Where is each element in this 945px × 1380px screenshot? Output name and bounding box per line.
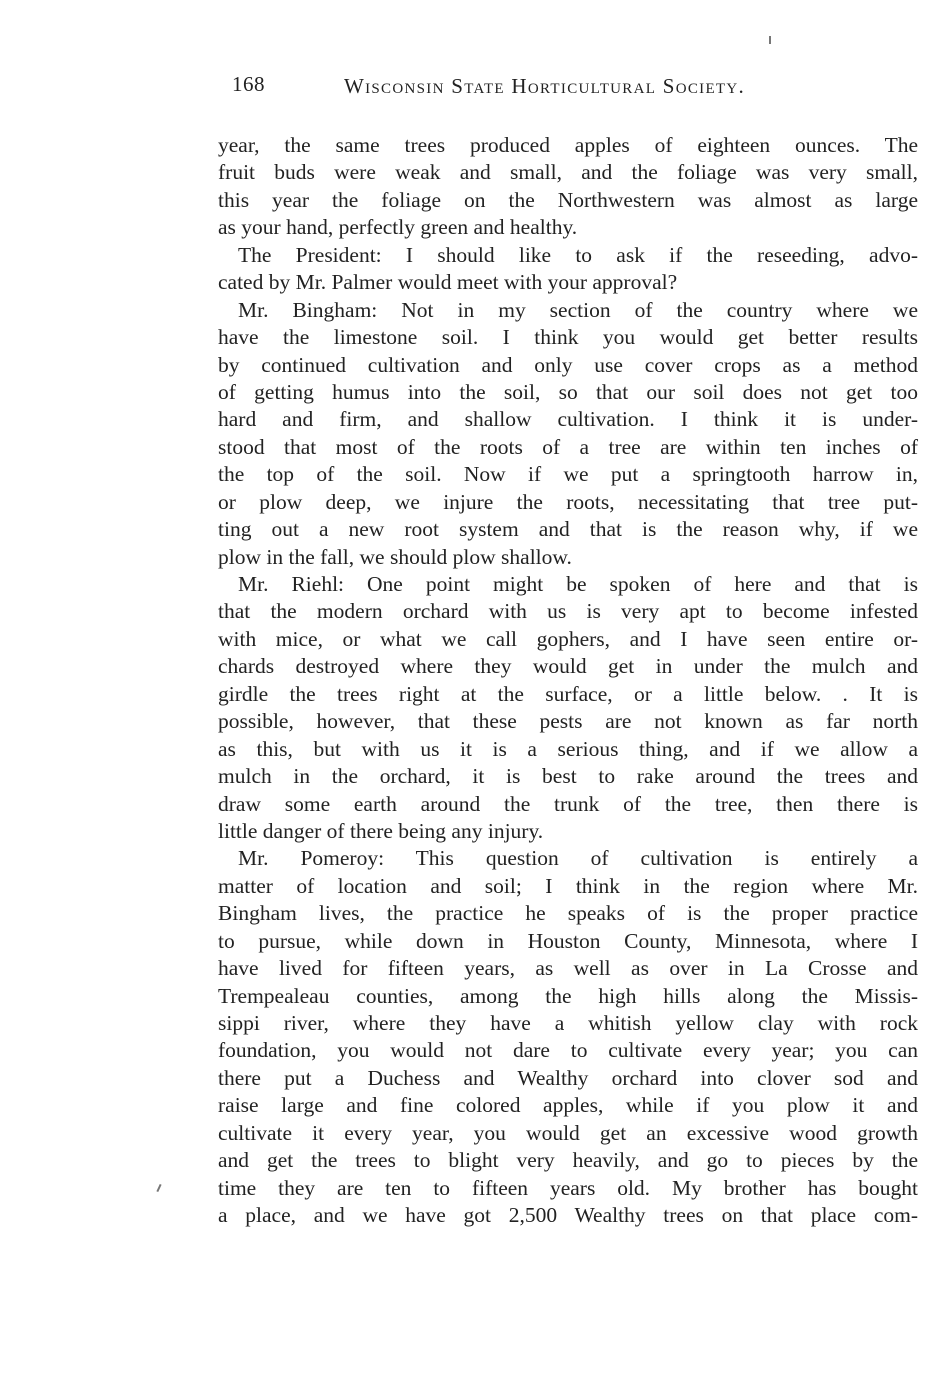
text-line: The President: I should like to ask if the reseeding, advo- (238, 242, 918, 267)
page-number: 168 (232, 72, 265, 96)
text-line: there put a Duchess and Wealthy orchard into clover sod and (218, 1065, 918, 1090)
text-line: girdle the trees right at the surface, or a little below. . It is (218, 681, 918, 706)
text-line: Mr. Bingham: Not in my section of the country where we (238, 297, 918, 322)
text-line: hard and firm, and shallow cultivation. I think it is under- (218, 407, 918, 432)
text-line: cated by Mr. Palmer would meet with your approval? (218, 270, 678, 295)
body-text (218, 132, 918, 1230)
text-line: have the limestone soil. I think you would get better results (218, 325, 918, 350)
text-line: a place, and we have got 2,500 Wealthy trees on that place com- (218, 1203, 918, 1228)
text-line: this year the foliage on the Northwestern was almost as large (218, 187, 918, 212)
text-line: the top of the soil. Now if we put a springtooth harrow in, (218, 462, 918, 487)
text-line: fruit buds were weak and small, and the foliage was very small, (218, 160, 918, 185)
text-line: plow in the fall, we should plow shallow. (218, 544, 572, 569)
text-line: as your hand, perfectly green and healthy. (218, 215, 578, 240)
text-line: possible, however, that these pests are not known as far north (218, 709, 918, 734)
text-line: Trempealeau counties, among the high hills along the Missis- (218, 983, 918, 1008)
text-line: to pursue, while down in Houston County, Minnesota, where I (218, 928, 918, 953)
text-line: foundation, you would not dare to cultivate every year; you can (218, 1038, 918, 1063)
text-line: Mr. Pomeroy: This question of cultivation is entirely a (238, 846, 918, 871)
text-line: ting out a new root system and that is the reason why, if we (218, 517, 918, 542)
running-head (232, 64, 822, 104)
text-line: cultivate it every year, you would get an excessive wood growth (218, 1120, 918, 1145)
text-line: Bingham lives, the practice he speaks of is the proper practice (218, 901, 918, 926)
text-line: or plow deep, we injure the roots, necessitating that tree put- (218, 489, 918, 514)
speck-mark (156, 1184, 161, 1192)
text-line: raise large and fine colored apples, while if you plow it and (218, 1093, 918, 1118)
text-line: have lived for fifteen years, as well as over in La Crosse and (218, 956, 918, 981)
text-line: Mr. Riehl: One point might be spoken of here and that is (238, 572, 918, 596)
text-line: time they are ten to fifteen years old. My brother has bought (218, 1175, 918, 1200)
text-line: chards destroyed where they would get in under the mulch and (218, 654, 918, 679)
text-line: stood that most of the roots of a tree are within ten inches of (218, 434, 918, 459)
running-title: Wisconsin State Horticultural Society. (344, 74, 746, 98)
text-line: year, the same trees produced apples of eighteen ounces. The (218, 133, 918, 157)
text-line: as this, but with us it is a serious thing, and if we allow a (218, 736, 918, 761)
text-line: sippi river, where they have a whitish yellow clay with rock (218, 1011, 918, 1035)
text-line: little danger of there being any injury. (218, 818, 544, 843)
speck-mark (769, 36, 771, 44)
text-line: and get the trees to blight very heavily, and go to pieces by the (218, 1148, 918, 1173)
text-line: of getting humus into the soil, so that our soil does not get too (218, 379, 918, 404)
text-line: with mice, or what we call gophers, and I have seen entire or- (218, 626, 918, 651)
text-line: draw some earth around the trunk of the tree, then there is (218, 791, 918, 816)
text-line: by continued cultivation and only use cover crops as a method (218, 352, 918, 377)
text-line: that the modern orchard with us is very apt to become infested (218, 599, 918, 624)
text-line: mulch in the orchard, it is best to rake around the trees and (218, 764, 918, 789)
text-line: matter of location and soil; I think in the region where Mr. (218, 873, 918, 898)
